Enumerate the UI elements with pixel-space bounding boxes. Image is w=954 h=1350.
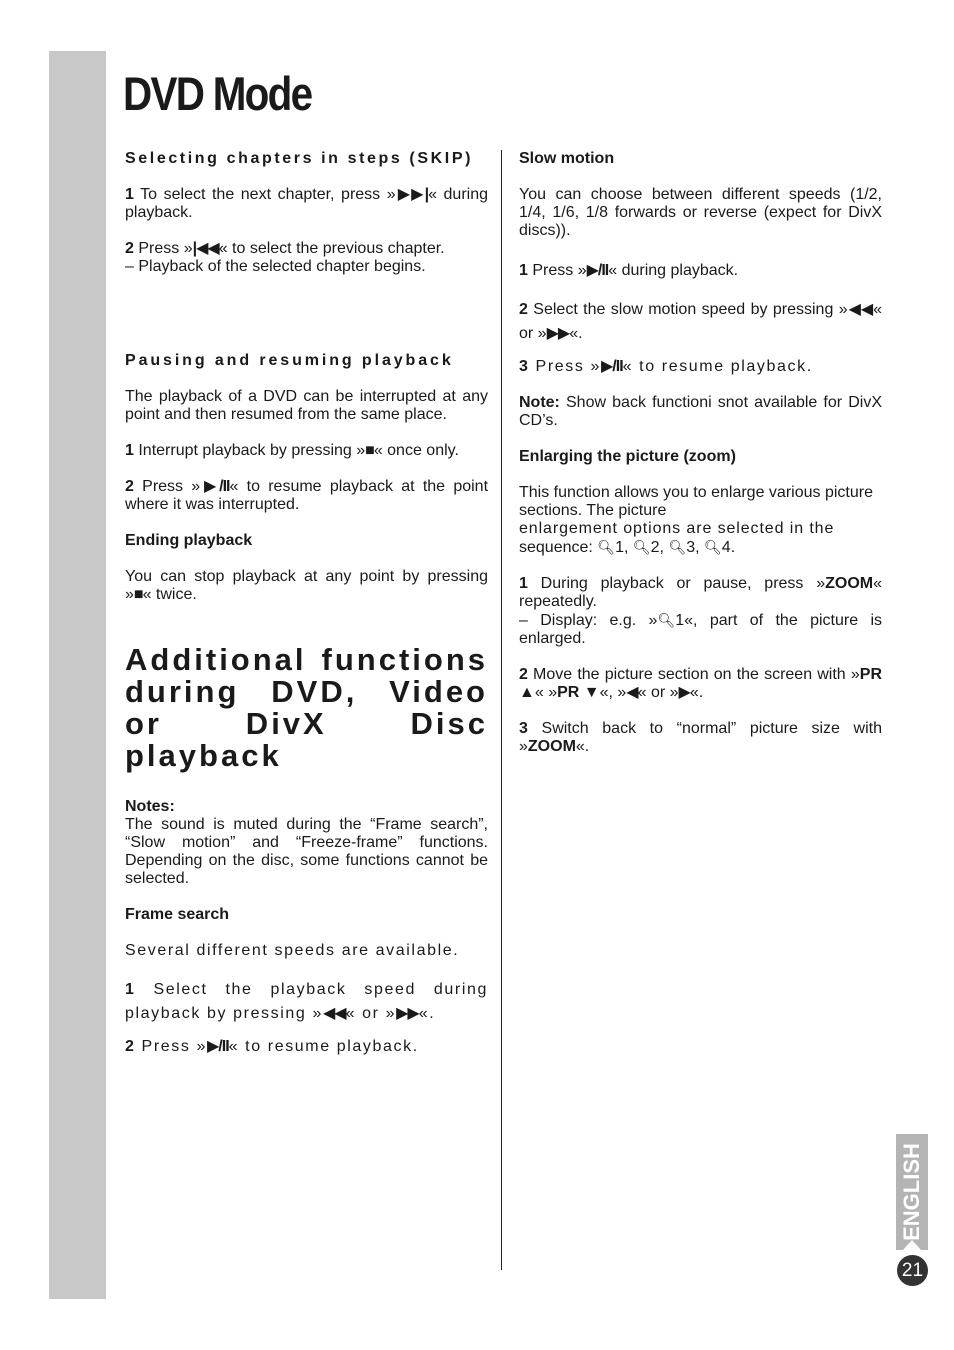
page-number: 21 [897,1255,928,1286]
step-text: To select the next chapter, press » [133,186,396,203]
step-text: «. [418,1005,436,1022]
magnifier-icon: 🔍︎ [632,539,651,555]
language-label: ENGLISH [899,1143,924,1241]
slow-note [519,394,882,430]
step-number: 2 [125,478,134,495]
step-text: « during playback. [608,262,739,279]
step-text: « » [534,684,558,701]
skip-step-2 [125,240,488,258]
step-text: «. [569,325,583,342]
zoom-step-2 [519,666,882,702]
zoom-key: ZOOM [825,575,874,592]
ending-heading: Ending playback [125,532,253,549]
slow-motion-intro: You can choose between different speeds (1/2, 1/4, 1/6, 1/8 forwards or reverse (expect for DivX discs)). [519,186,882,239]
step-text: « to select the previous chapter. [218,240,445,257]
step-text: – Display: e.g. » [519,612,658,629]
step-text: sequence: [519,539,598,556]
step-number: 3 [519,358,530,375]
magnifier-icon: 🔍︎ [668,539,687,555]
step-text: Press » [527,262,587,279]
step-text: « twice. [142,586,197,603]
slow-step-3 [519,358,882,376]
zoom-step-3 [519,720,882,756]
step-text: Press » [529,358,601,375]
step-text: Press » [133,240,193,257]
pause-intro: The playback of a DVD can be interrupted at any point and then resumed from the same place. [125,388,488,423]
side-bar [49,51,106,1299]
step-text: Select the playback speed during playback by pressing » [125,981,488,1022]
previous-chapter-icon: |◀◀ [192,240,219,257]
step-text: During playback or pause, press » [527,575,826,592]
zoom-step-1 [519,575,882,611]
step-number: 1 [125,442,134,459]
step-number: 1 [519,575,528,592]
slow-step-2 [519,298,882,346]
step-text: Switch back to “normal” picture size with » [519,720,882,755]
left-column [125,148,488,1056]
notes-text: The sound is muted during the “Frame search”, “Slow motion” and “Freeze-frame” functions. Depending on the disc, some functions cannot be selected. [125,816,488,887]
step-text: « repeatedly. [519,575,882,610]
magnifier-icon: 🔍︎ [597,539,616,555]
stop-icon: ■ [365,442,374,459]
pause-step-2 [125,478,488,514]
zoom-key: ZOOM [527,738,576,755]
fast-forward-icon: ▶▶ [396,1005,419,1022]
play-pause-icon: ▶/II [601,358,623,375]
step-text: « to resume playback. [228,1038,419,1055]
step-text: « to resume playback at the point where it was interrupted. [125,478,489,513]
skip-step-1 [125,186,488,222]
stop-icon: ■ [133,586,143,603]
step-text: « or » [345,1005,397,1022]
frame-step-2 [125,1038,488,1056]
zoom-level: 4. [721,539,736,556]
frame-step-1 [125,978,488,1026]
step-text: Select the slow motion speed by pressing » [527,301,848,318]
step-text: «. [575,738,590,755]
zoom-intro-line-1: This function allows you to enlarge various picture sections. The picture [519,484,873,519]
play-pause-icon: ▶/II [586,262,609,279]
play-pause-icon: ▶/II [207,1038,229,1055]
right-column [519,148,882,756]
step-text: «. [689,684,704,701]
fast-forward-icon: ▶▶ [546,325,570,342]
frame-search-intro: Several different speeds are available. [125,942,460,959]
zoom-level: 1, [615,539,633,556]
step-number: 1 [519,262,528,279]
step-text: You can stop playback at any point by pressing » [125,568,488,603]
zoom-heading: Enlarging the picture (zoom) [519,448,736,465]
step-number: 1 [125,186,134,203]
frame-search-heading: Frame search [125,906,230,923]
step-number: 2 [125,240,134,257]
next-chapter-icon: ▶▶| [395,186,429,203]
notes-heading: Notes: [125,798,175,815]
rewind-icon: ◀◀ [322,1005,346,1022]
skip-step-2-result: – Playback of the selected chapter begins. [125,258,426,275]
step-text: « during playback. [125,186,488,221]
zoom-sequence [519,538,882,557]
slow-step-1 [519,262,882,280]
step-number: 2 [519,301,528,318]
step-text: Press » [133,478,201,495]
step-text: « to resume playback. [622,358,813,375]
step-text: Move the picture section on the screen with » [527,666,860,683]
pr-up-key: PR ▲ [519,666,882,701]
slow-motion-heading: Slow motion [519,150,615,167]
additional-functions-heading: Additional functions during DVD, Video or DivX Disc playback [125,642,488,773]
step-text: « or » [519,301,883,342]
step-text: «, » [599,684,627,701]
zoom-step-1-display [519,611,882,648]
left-arrow-icon: ◀ [626,684,638,701]
step-text: « once only. [373,442,459,459]
step-text: Interrupt playback by pressing » [133,442,366,459]
page-title: DVD Mode [123,67,312,120]
step-number: 3 [519,720,528,737]
skip-heading: Selecting chapters in steps (SKIP) [125,150,474,167]
rewind-icon: ◀◀ [847,301,874,318]
pause-heading: Pausing and resuming playback [125,352,454,369]
magnifier-icon: 🔍︎ [657,612,676,628]
note-text: Show back functioni snot available for DivX CD’s. [519,394,882,429]
step-text: 1«, part of the picture is enlarged. [519,612,883,647]
play-pause-icon: ▶/II [200,478,230,495]
zoom-level: 3, [686,539,705,556]
magnifier-icon: 🔍︎ [704,539,722,555]
step-number: 2 [125,1038,136,1055]
zoom-intro-line-2: enlargement options are selected in the [519,520,835,537]
column-divider [501,150,502,1270]
pause-step-1 [125,442,488,460]
right-arrow-icon: ▶ [678,684,690,701]
step-number: 1 [125,981,136,998]
pr-down-key: PR ▼ [557,684,600,701]
step-text: « or » [637,684,679,701]
zoom-level: 2, [650,539,669,556]
step-text: Press » [135,1038,207,1055]
step-number: 2 [519,666,528,683]
note-label: Note: [519,394,560,411]
ending-text [125,568,488,604]
tab-arrow-icon [903,1240,921,1250]
